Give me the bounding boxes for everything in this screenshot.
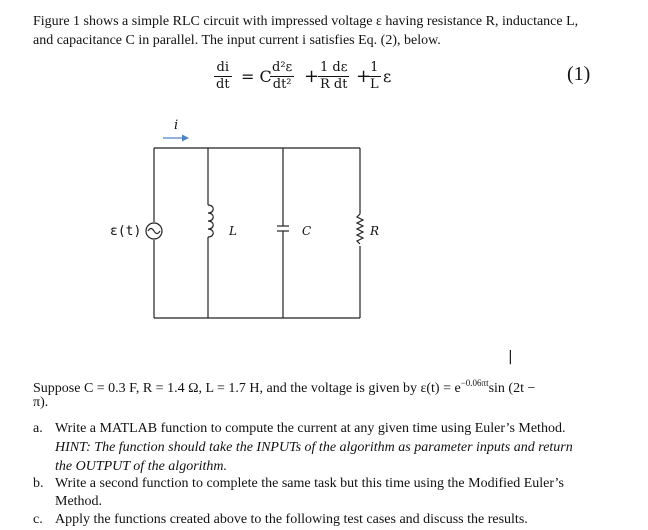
inductor-label: L — [229, 224, 237, 238]
task-a-line-3: the OUTPUT of the algorithm. — [55, 459, 228, 474]
task-a-hint: HINT: The function should take the INPUTs of the algorithm as parameter inputs and return — [55, 440, 573, 455]
eq-plus-2: + — [356, 66, 372, 87]
task-c-label: c. — [33, 512, 43, 527]
current-label: i — [174, 118, 179, 133]
capacitor-label: C — [302, 224, 312, 238]
intro-line-1: Figure 1 shows a simple RLC circuit with impressed voltage ε having resistance R, inductance L, — [33, 14, 579, 29]
intro-line-2: and capacitance C in parallel. The input current i satisfies Eq. (2), below. — [33, 33, 441, 48]
eq-epsilon: ε — [383, 67, 392, 86]
exponent: −0.06πt — [460, 378, 489, 388]
inductor-coil — [208, 205, 213, 237]
eq-plus-1: + — [304, 66, 320, 87]
suppose-line-2: π). — [33, 395, 49, 410]
eq-term3-fraction: $\frac{1}{L}$ — [370, 60, 379, 92]
current-arrow — [163, 135, 189, 142]
task-c-line-1: Apply the functions created above to the following test cases and discuss the results. — [55, 512, 528, 527]
task-a-line-1: Write a MATLAB function to compute the current at any given time using Euler’s Method. — [55, 421, 566, 436]
task-a-label: a. — [33, 421, 43, 436]
text-cursor-mark: | — [508, 349, 513, 365]
eq-lhs-fraction: $\frac{di}{dt}$ — [216, 60, 230, 92]
task-b-label: b. — [33, 476, 44, 491]
eq-equals-c: = C — [241, 67, 272, 86]
equation-number: (1) — [567, 63, 591, 85]
task-b-line-2: Method. — [55, 494, 103, 509]
eq-term1-fraction: $\frac{\text{d²ε}}{\text{dt²}}$ — [272, 60, 293, 92]
eq-term2-fraction: $\frac{1 d\varepsilon}{\text{R dt}}$ — [320, 60, 348, 92]
resistor-label: R — [370, 224, 380, 238]
ac-source-wave — [148, 229, 160, 234]
suppose-line-1: Suppose C = 0.3 F, R = 1.4 Ω, L = 1.7 H, and the voltage is given by $\varepsilon(t) = e^{-0.06\pi t}\sin$ (2t − — [33, 378, 536, 396]
task-b-line-1: Write a second function to complete the same task but this time using the Modified Euler’s — [55, 476, 564, 491]
resistor-zigzag — [357, 214, 363, 244]
source-label: ε(t) — [110, 224, 142, 239]
